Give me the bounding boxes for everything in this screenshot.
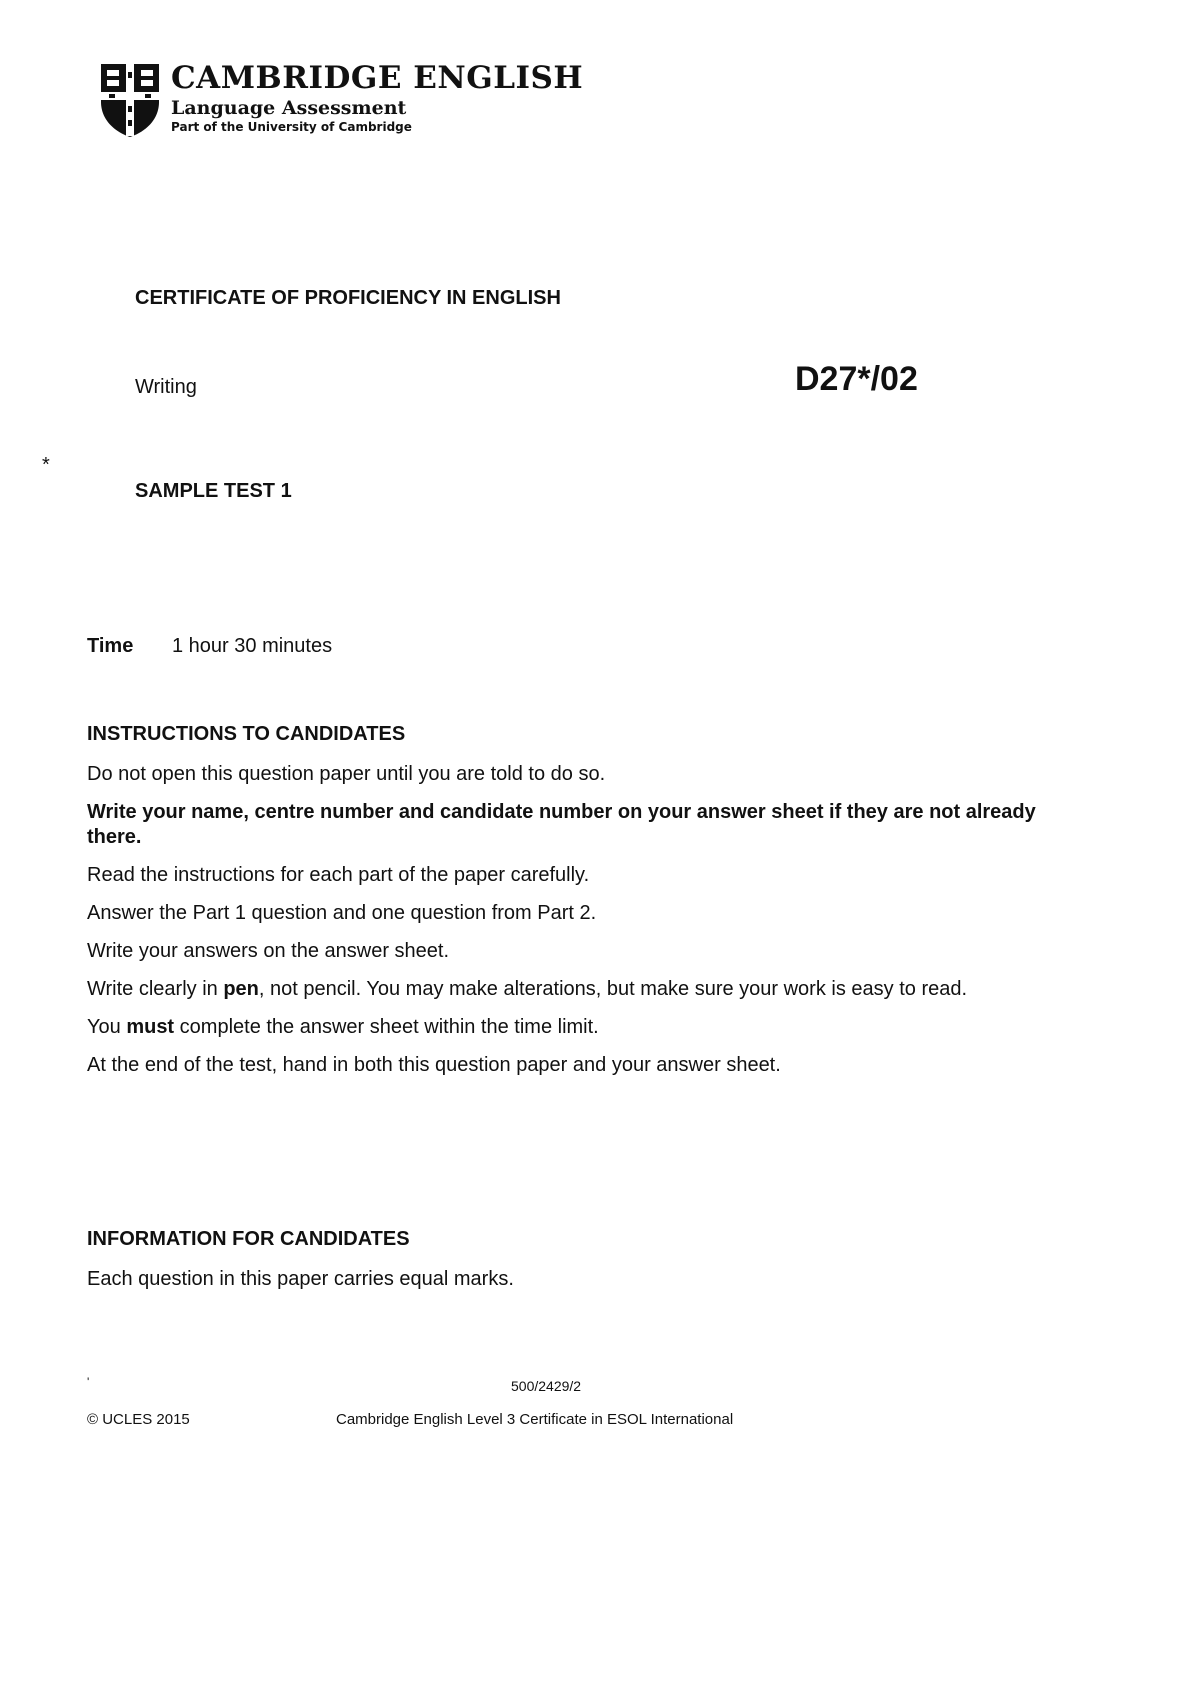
time-value: 1 hour 30 minutes (172, 635, 333, 657)
instruction-item (87, 800, 1047, 850)
copyright-notice: © UCLES 2015 (87, 1411, 190, 1428)
asterisk-marker: * (42, 454, 50, 476)
instruction-bold-text: Write your name, centre number and candidate number on your answer sheet if they are not already there. (87, 801, 1036, 848)
paper-name: Writing (135, 376, 197, 398)
instruction-item: Read the instructions for each part of the paper carefully. (87, 864, 590, 886)
paper-code: D27*/02 (795, 360, 918, 398)
instruction-emphasis: must (126, 1016, 175, 1038)
logo-tagline: Part of the University of Cambridge (171, 120, 412, 134)
instruction-item: Write your answers on the answer sheet. (87, 940, 450, 962)
information-text: Each question in this paper carries equal marks. (87, 1268, 514, 1290)
level-certificate-text: Cambridge English Level 3 Certificate in ESOL International (336, 1411, 734, 1428)
instruction-item: Answer the Part 1 question and one question from Part 2. (87, 902, 597, 924)
cambridge-english-logo (99, 60, 584, 140)
instruction-item (87, 977, 1047, 1002)
time-label: Time (87, 635, 134, 657)
instruction-emphasis: pen (223, 978, 259, 1000)
instruction-text: , not pencil. You may make alterations, but make sure your work is easy to read. (258, 978, 968, 1000)
university-crest-icon (99, 62, 161, 138)
instruction-item (87, 1015, 1047, 1040)
instruction-text: Write clearly in (87, 978, 224, 1000)
instruction-text: complete the answer sheet within the time limit. (174, 1016, 599, 1038)
certificate-title: CERTIFICATE OF PROFICIENCY IN ENGLISH (135, 287, 561, 309)
instructions-heading: INSTRUCTIONS TO CANDIDATES (87, 723, 406, 745)
information-heading: INFORMATION FOR CANDIDATES (87, 1228, 410, 1250)
instruction-text: You (87, 1016, 127, 1038)
instruction-item: At the end of the test, hand in both this question paper and your answer sheet. (87, 1054, 781, 1076)
footer-tick-mark: ' (87, 1375, 90, 1389)
instruction-item: Do not open this question paper until you are told to do so. (87, 763, 606, 785)
logo-subtitle: Language Assessment (171, 97, 407, 119)
logo-brand-text: CAMBRIDGE ENGLISH (171, 60, 584, 96)
sample-test-label: SAMPLE TEST 1 (135, 480, 292, 502)
reference-code: 500/2429/2 (511, 1378, 582, 1394)
instructions-list (87, 762, 1047, 1091)
